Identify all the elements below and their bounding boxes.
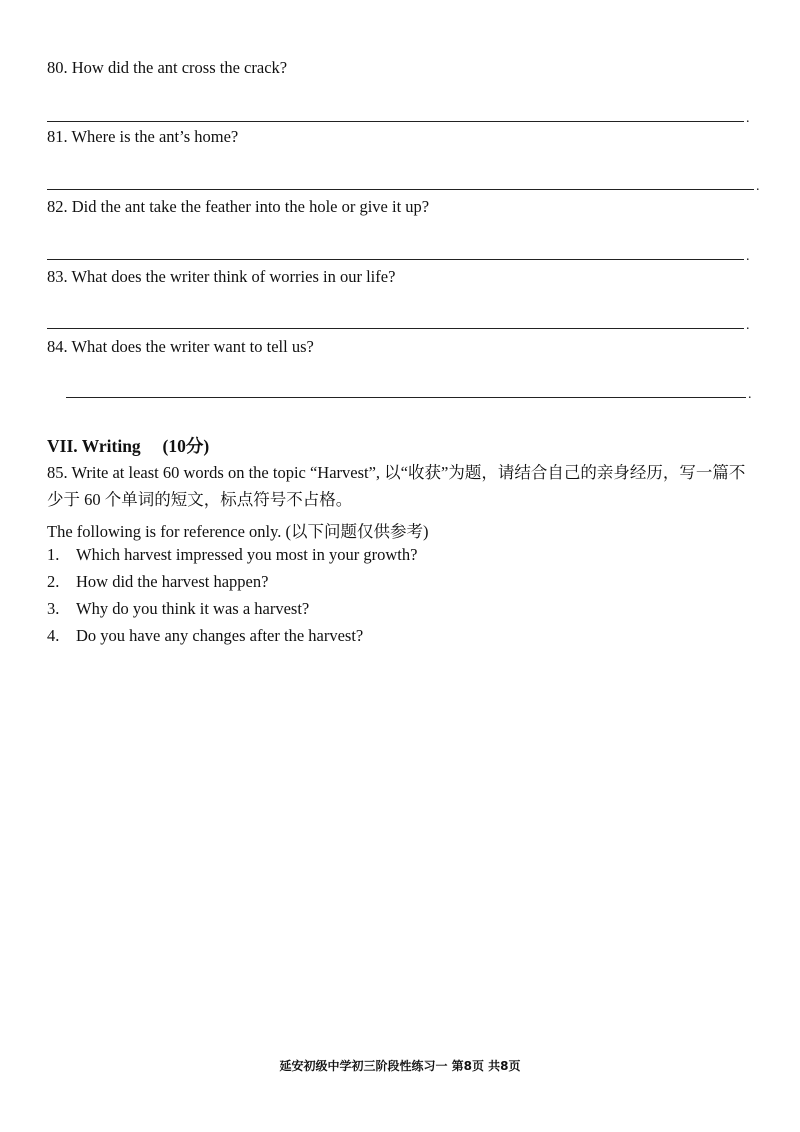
answer-line-84[interactable] [66, 397, 746, 398]
reference-item-number: 3. [47, 599, 60, 618]
reference-item [47, 545, 417, 565]
reference-item [47, 572, 268, 592]
question-81: 81. Where is the ant’s home? [47, 127, 239, 146]
answer-line-82-end: . [746, 249, 750, 264]
question-80: 80. How did the ant cross the crack? [47, 58, 288, 77]
reference-item [47, 626, 363, 646]
reference-item-text: Do you have any changes after the harvest? [76, 626, 364, 645]
question-82: 82. Did the ant take the feather into the hole or give it up? [47, 197, 430, 216]
answer-line-83[interactable] [47, 328, 744, 329]
reference-item-number: 4. [47, 626, 60, 645]
question-83: 83. What does the writer think of worries in our life? [47, 267, 396, 286]
answer-line-80-end: . [746, 111, 750, 126]
reference-item-number: 2. [47, 572, 60, 591]
reference-item-number: 1. [47, 545, 60, 564]
answer-line-82[interactable] [47, 259, 744, 260]
answer-line-81[interactable] [47, 189, 754, 190]
page-footer: 延安初级中学初三阶段性练习一 第8页 共8页 [279, 1059, 521, 1073]
reference-note: The following is for reference only. (以下问题仅供参考) [47, 522, 429, 541]
reference-item-text: How did the harvest happen? [76, 572, 269, 591]
reference-item-text: Why do you think it was a harvest? [76, 599, 310, 618]
writing-section-title: VII. Writing (10分) [47, 436, 210, 456]
answer-line-83-end: . [746, 318, 750, 333]
writing-prompt: 85. Write at least 60 words on the topic “Harvest”, 以“收获”为题，请结合自己的亲身经历，写一篇不少于 60 个单词的短文，标点符号不占格。 [47, 463, 746, 509]
answer-line-84-end: . [748, 387, 752, 402]
answer-line-80[interactable] [47, 121, 744, 122]
question-84: 84. What does the writer want to tell us? [47, 337, 314, 356]
reference-item [47, 599, 309, 619]
reference-item-text: Which harvest impressed you most in your growth? [76, 545, 418, 564]
answer-line-81-end: . [756, 179, 760, 194]
